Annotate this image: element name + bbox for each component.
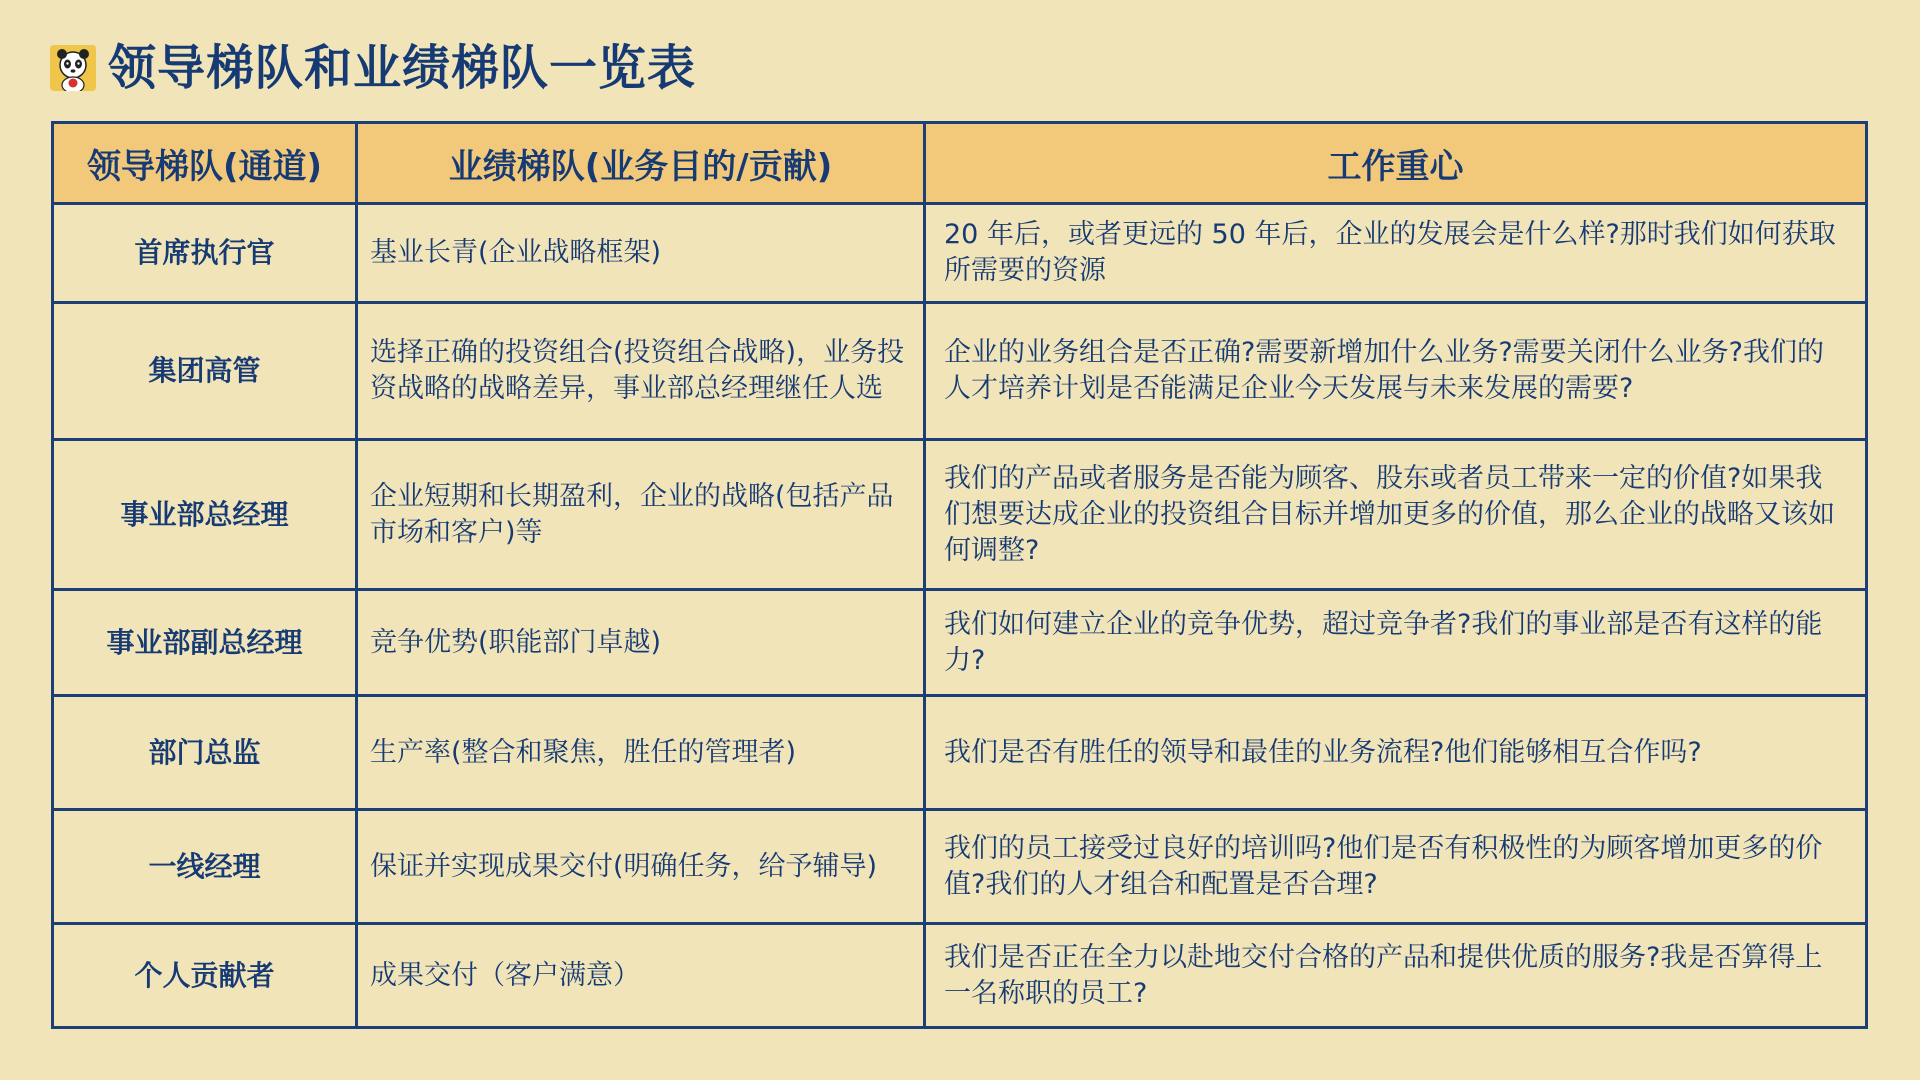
header-leadership-ladder: 领导梯队(通道)	[53, 123, 357, 204]
table-row	[53, 810, 1867, 924]
focus-cell: 我们的产品或者服务是否能为顾客、股东或者员工带来一定的价值?如果我们想要达成企业的投资组合目标并增加更多的价值，那么企业的战略又该如何调整?	[925, 440, 1867, 590]
business-cell: 生产率(整合和聚焦，胜任的管理者)	[357, 696, 925, 810]
business-cell: 竞争优势(职能部门卓越)	[357, 590, 925, 696]
focus-cell: 我们如何建立企业的竞争优势，超过竞争者?我们的事业部是否有这样的能力?	[925, 590, 1867, 696]
table-row	[53, 696, 1867, 810]
header-work-focus: 工作重心	[925, 123, 1867, 204]
business-cell: 成果交付（客户满意）	[357, 924, 925, 1028]
table-row	[53, 303, 1867, 440]
focus-cell: 我们的员工接受过良好的培训吗?他们是否有积极性的为顾客增加更多的价值?我们的人才组合和配置是否合理?	[925, 810, 1867, 924]
page-title: 领导梯队和业绩梯队一览表	[108, 40, 697, 96]
business-cell: 基业长青(企业战略框架)	[357, 204, 925, 303]
business-cell: 企业短期和长期盈利，企业的战略(包括产品市场和客户)等	[357, 440, 925, 590]
panda-logo-graphic	[50, 45, 96, 91]
business-cell: 选择正确的投资组合(投资组合战略)，业务投资战略的战略差异，事业部总经理继任人选	[357, 303, 925, 440]
panda-logo-icon	[50, 45, 96, 91]
table-row	[53, 590, 1867, 696]
level-cell: 部门总监	[53, 696, 357, 810]
table-header	[53, 123, 1867, 204]
focus-cell: 我们是否有胜任的领导和最佳的业务流程?他们能够相互合作吗?	[925, 696, 1867, 810]
table-header-row	[53, 123, 1867, 204]
focus-cell: 企业的业务组合是否正确?需要新增加什么业务?需要关闭什么业务?我们的人才培养计划是否能满足企业今天发展与未来发展的需要?	[925, 303, 1867, 440]
level-cell: 首席执行官	[53, 204, 357, 303]
level-cell: 一线经理	[53, 810, 357, 924]
table-row	[53, 924, 1867, 1028]
level-cell: 事业部副总经理	[53, 590, 357, 696]
ladder-table-container	[51, 121, 1868, 1026]
ladder-table	[51, 121, 1868, 1029]
focus-cell: 我们是否正在全力以赴地交付合格的产品和提供优质的服务?我是否算得上一名称职的员工?	[925, 924, 1867, 1028]
table-row	[53, 204, 1867, 303]
table-row	[53, 440, 1867, 590]
header-performance-ladder: 业绩梯队(业务目的/贡献)	[357, 123, 925, 204]
level-cell: 个人贡献者	[53, 924, 357, 1028]
business-cell: 保证并实现成果交付(明确任务，给予辅导)	[357, 810, 925, 924]
page-header	[50, 36, 696, 100]
focus-cell: 20 年后，或者更远的 50 年后，企业的发展会是什么样?那时我们如何获取所需要的资源	[925, 204, 1867, 303]
table-body	[53, 204, 1867, 1028]
level-cell: 集团高管	[53, 303, 357, 440]
level-cell: 事业部总经理	[53, 440, 357, 590]
